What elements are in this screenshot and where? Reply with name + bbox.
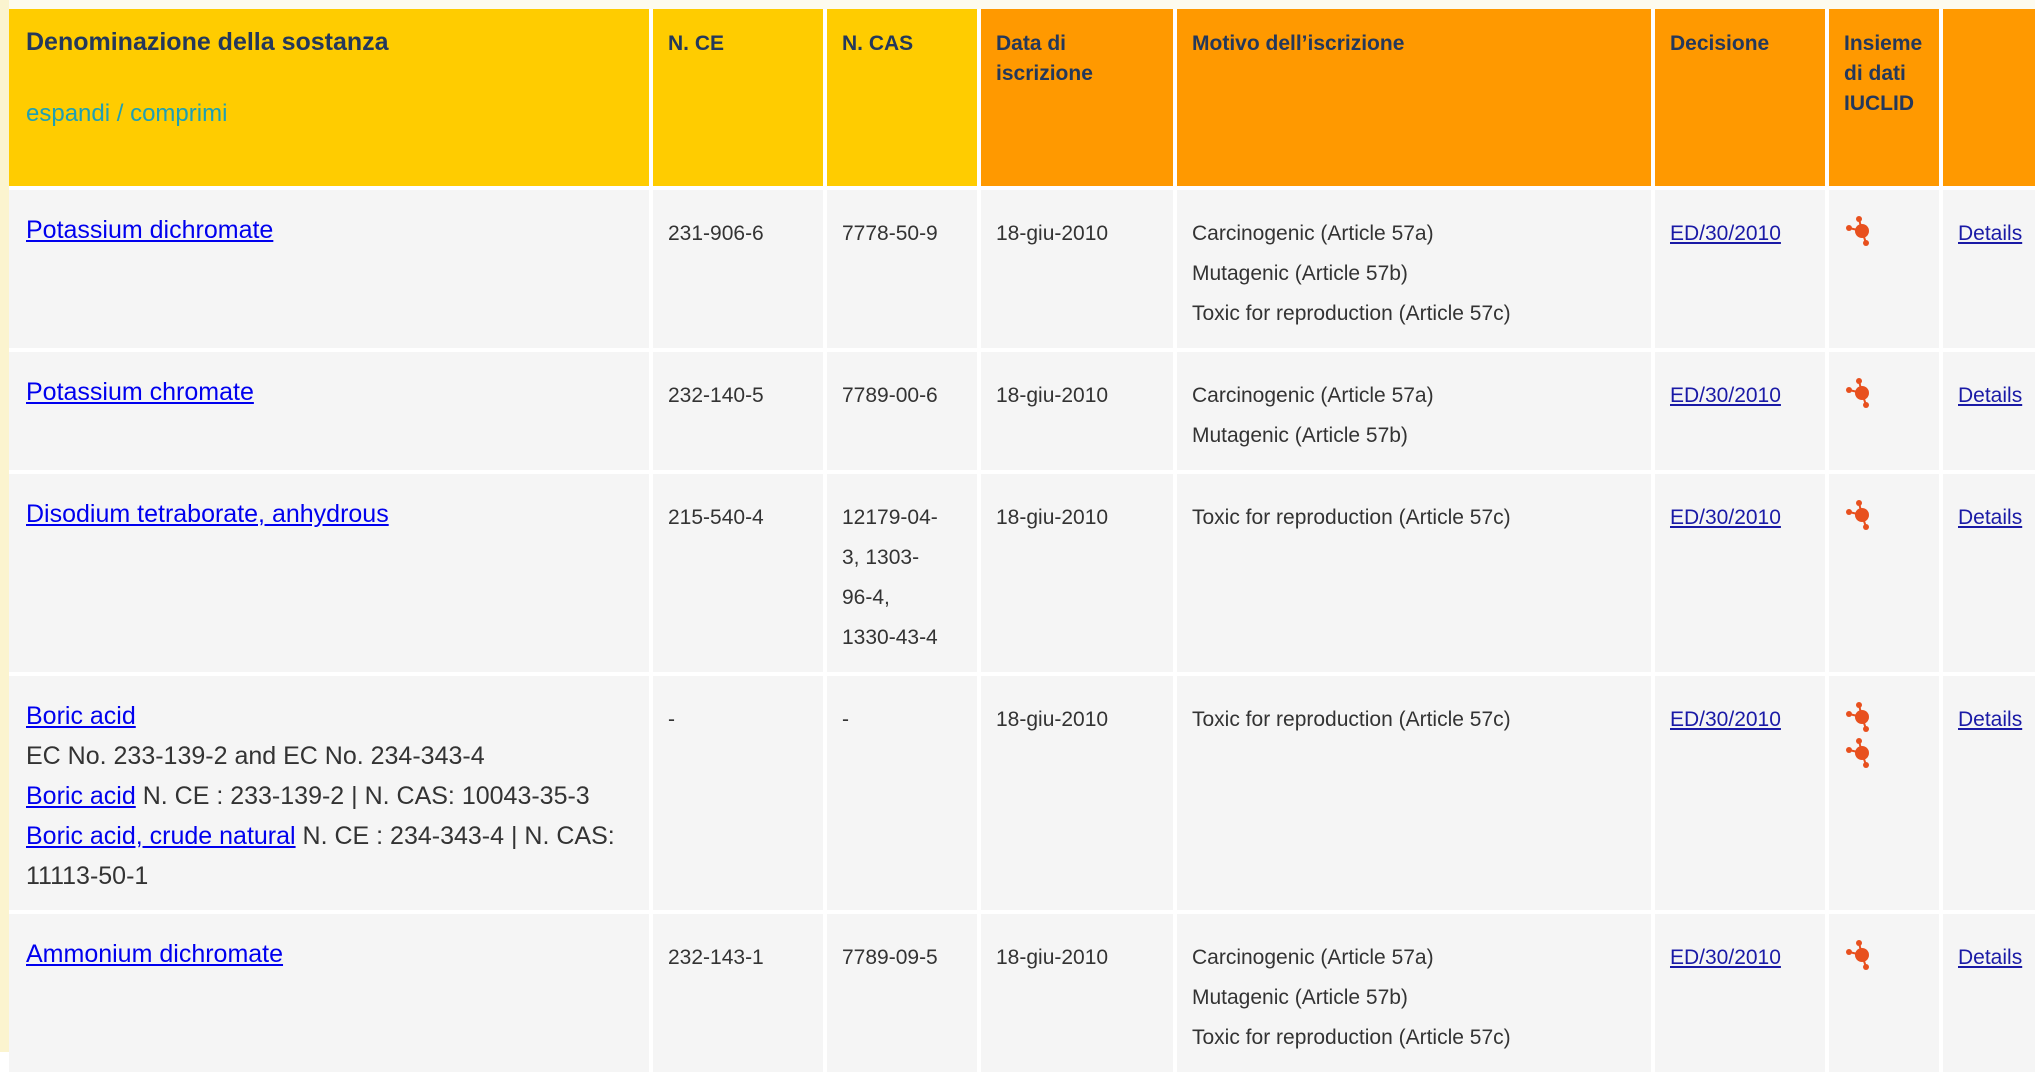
details-cell <box>1943 190 2035 348</box>
reason-cell <box>1177 474 1651 672</box>
table-row <box>9 914 2035 1072</box>
header-name <box>9 9 649 186</box>
decision-cell <box>1655 676 1825 910</box>
reason-item: Toxic for reproduction (Article 57c) <box>1192 302 1511 325</box>
inclusion-date: 18-giu-2010 <box>981 676 1173 910</box>
reason-item: Toxic for reproduction (Article 57c) <box>1192 708 1511 731</box>
details-cell <box>1943 352 2035 470</box>
details-cell <box>1943 474 2035 672</box>
iuclid-molecule-icon[interactable] <box>1844 214 1874 248</box>
table-row <box>9 474 2035 672</box>
header-ec: N. CE <box>653 9 823 186</box>
details-link[interactable]: Details <box>1958 506 2023 529</box>
reason-item: Toxic for reproduction (Article 57c) <box>1192 506 1511 529</box>
substance-name-link[interactable]: Boric acid <box>26 702 136 730</box>
iuclid-molecule-icon[interactable] <box>1844 498 1874 532</box>
header-name-label: Denominazione della sostanza <box>26 28 389 56</box>
header-reason: Motivo dell’iscrizione <box>1177 9 1651 186</box>
details-link[interactable]: Details <box>1958 946 2023 969</box>
inclusion-date: 18-giu-2010 <box>981 914 1173 1072</box>
sub-substance-item <box>26 776 632 816</box>
iuclid-cell <box>1829 676 1939 910</box>
cas-number-line: 1330-43-4 <box>842 626 938 649</box>
substance-name-cell <box>9 474 649 672</box>
iuclid-molecule-icon[interactable] <box>1844 700 1874 734</box>
decision-link[interactable]: ED/30/2010 <box>1670 946 1781 969</box>
table-header-row <box>9 9 2035 186</box>
iuclid-cell <box>1829 190 1939 348</box>
decision-cell <box>1655 190 1825 348</box>
reason-item: Mutagenic (Article 57b) <box>1192 986 1408 1009</box>
iuclid-molecule-icon[interactable] <box>1844 938 1874 972</box>
decision-link[interactable]: ED/30/2010 <box>1670 708 1781 731</box>
cas-number: 7778-50-9 <box>827 190 977 348</box>
sub-substance-link[interactable]: Boric acid, crude natural <box>26 822 296 850</box>
header-date: Data di iscrizione <box>981 9 1173 186</box>
details-link[interactable]: Details <box>1958 222 2023 245</box>
details-cell <box>1943 676 2035 910</box>
substance-name-link[interactable]: Potassium chromate <box>26 378 254 406</box>
cas-number: 7789-09-5 <box>827 914 977 1072</box>
reason-cell <box>1177 352 1651 470</box>
decision-link[interactable]: ED/30/2010 <box>1670 222 1781 245</box>
reason-item: Carcinogenic (Article 57a) <box>1192 946 1434 969</box>
iuclid-cell <box>1829 352 1939 470</box>
substance-name-link[interactable]: Disodium tetraborate, anhydrous <box>26 500 389 528</box>
ec-number: - <box>653 676 823 910</box>
substance-name-cell <box>9 914 649 1072</box>
ec-number: 231-906-6 <box>653 190 823 348</box>
reason-item: Mutagenic (Article 57b) <box>1192 424 1408 447</box>
inclusion-date: 18-giu-2010 <box>981 352 1173 470</box>
inclusion-date: 18-giu-2010 <box>981 474 1173 672</box>
ec-number: 215-540-4 <box>653 474 823 672</box>
reason-item: Toxic for reproduction (Article 57c) <box>1192 1026 1511 1049</box>
inclusion-date: 18-giu-2010 <box>981 190 1173 348</box>
iuclid-molecule-icon[interactable] <box>1844 736 1874 770</box>
reason-item: Carcinogenic (Article 57a) <box>1192 384 1434 407</box>
decision-link[interactable]: ED/30/2010 <box>1670 384 1781 407</box>
reason-cell <box>1177 190 1651 348</box>
iuclid-cell <box>1829 914 1939 1072</box>
decision-cell <box>1655 352 1825 470</box>
substance-name-link[interactable]: Ammonium dichromate <box>26 940 284 968</box>
expand-collapse-link[interactable]: espandi / comprimi <box>26 100 228 127</box>
table-row <box>9 352 2035 470</box>
reason-item: Carcinogenic (Article 57a) <box>1192 222 1434 245</box>
details-link[interactable]: Details <box>1958 708 2023 731</box>
reason-cell <box>1177 676 1651 910</box>
sub-substance-identifiers: N. CE : 233-139-2 | N. CAS: 10043-35-3 <box>135 782 590 810</box>
cas-number-line: 96-4, <box>842 586 890 609</box>
header-details <box>1943 9 2035 186</box>
substance-name-link[interactable]: Potassium dichromate <box>26 216 274 244</box>
cas-number-line: 12179-04- <box>842 506 938 529</box>
header-cas: N. CAS <box>827 9 977 186</box>
cas-number-line: 3, 1303- <box>842 546 920 569</box>
ec-number: 232-143-1 <box>653 914 823 1072</box>
header-decision: Decisione <box>1655 9 1825 186</box>
details-link[interactable]: Details <box>1958 384 2023 407</box>
cas-number: 7789-00-6 <box>827 352 977 470</box>
reason-item: Mutagenic (Article 57b) <box>1192 262 1408 285</box>
svhc-table <box>5 5 2035 1076</box>
iuclid-molecule-icon[interactable] <box>1844 376 1874 410</box>
ec-number: 232-140-5 <box>653 352 823 470</box>
sub-substance-item <box>26 816 632 896</box>
cas-number: - <box>827 676 977 910</box>
header-iuclid: Insieme di dati IUCLID <box>1829 9 1939 186</box>
sub-substance-identifiers: N. CE : 234-343-4 | N. CAS: 11113-50-1 <box>26 822 615 890</box>
table-row <box>9 676 2035 910</box>
substance-name-cell <box>9 352 649 470</box>
iuclid-cell <box>1829 474 1939 672</box>
table-row <box>9 190 2035 348</box>
decision-link[interactable]: ED/30/2010 <box>1670 506 1781 529</box>
substance-subtitle: EC No. 233-139-2 and EC No. 234-343-4 <box>26 742 485 770</box>
substance-name-cell <box>9 190 649 348</box>
cas-number <box>827 474 977 672</box>
reason-cell <box>1177 914 1651 1072</box>
decision-cell <box>1655 474 1825 672</box>
details-cell <box>1943 914 2035 1072</box>
substance-name-cell <box>9 676 649 910</box>
sub-substance-link[interactable]: Boric acid <box>26 782 136 810</box>
decision-cell <box>1655 914 1825 1072</box>
